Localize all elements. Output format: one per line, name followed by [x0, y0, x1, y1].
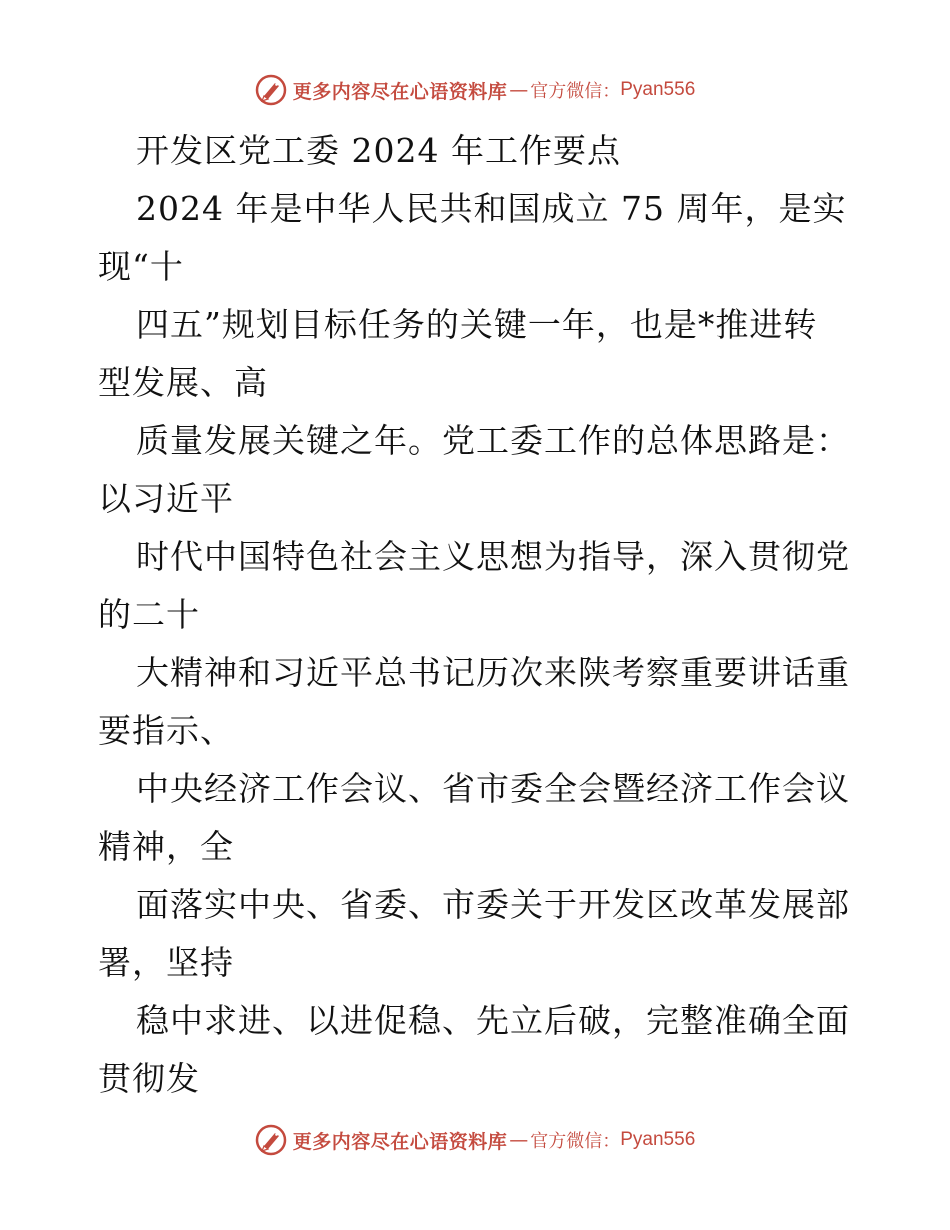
- pen-logo-icon: [255, 74, 287, 106]
- watermark-brand-text: 更多内容尽在心语资料库: [292, 80, 508, 103]
- text-line: 贯彻发: [98, 1059, 200, 1098]
- text-line: 的二十: [98, 595, 200, 634]
- text-line: 型发展、高: [98, 363, 268, 402]
- text-line: 要指示、: [98, 711, 234, 750]
- text-line: 稳中求进、以进促稳、先立后破，完整准确全面: [136, 1001, 850, 1040]
- text-line: 时代中国特色社会主义思想为指导，深入贯彻党: [136, 537, 850, 576]
- text-line: 大精神和习近平总书记历次来陕考察重要讲话重: [136, 653, 850, 692]
- watermark-wechat-id: Pyan556: [620, 1129, 696, 1150]
- pen-logo-icon: [255, 1124, 287, 1156]
- text-line: 2024 年是中华人民共和国成立 75 周年，是实: [136, 189, 847, 228]
- watermark-separator: —: [509, 79, 529, 101]
- watermark-official-label: 官方微信：: [530, 81, 621, 102]
- text-line: 质量发展关键之年。党工委工作的总体思路是：: [136, 421, 850, 460]
- document-body: [98, 122, 858, 1108]
- text-line: 以习近平: [98, 479, 234, 518]
- text-line: 署，坚持: [98, 943, 234, 982]
- watermark-brand-text: 更多内容尽在心语资料库: [292, 1130, 508, 1153]
- watermark-separator: —: [509, 1129, 529, 1151]
- text-line: 现“十: [98, 247, 184, 286]
- document-title: 开发区党工委 2024 年工作要点: [136, 131, 621, 170]
- text-line: 精神，全: [98, 827, 234, 866]
- footer-watermark: [0, 1122, 950, 1158]
- watermark-wechat-id: Pyan556: [620, 79, 696, 100]
- text-line: 面落实中央、省委、市委关于开发区改革发展部: [136, 885, 850, 924]
- header-watermark: [0, 72, 950, 108]
- text-line: 四五”规划目标任务的关键一年，也是*推进转: [136, 305, 818, 344]
- text-line: 中央经济工作会议、省市委全会暨经济工作会议: [136, 769, 850, 808]
- watermark-official-label: 官方微信：: [530, 1131, 621, 1152]
